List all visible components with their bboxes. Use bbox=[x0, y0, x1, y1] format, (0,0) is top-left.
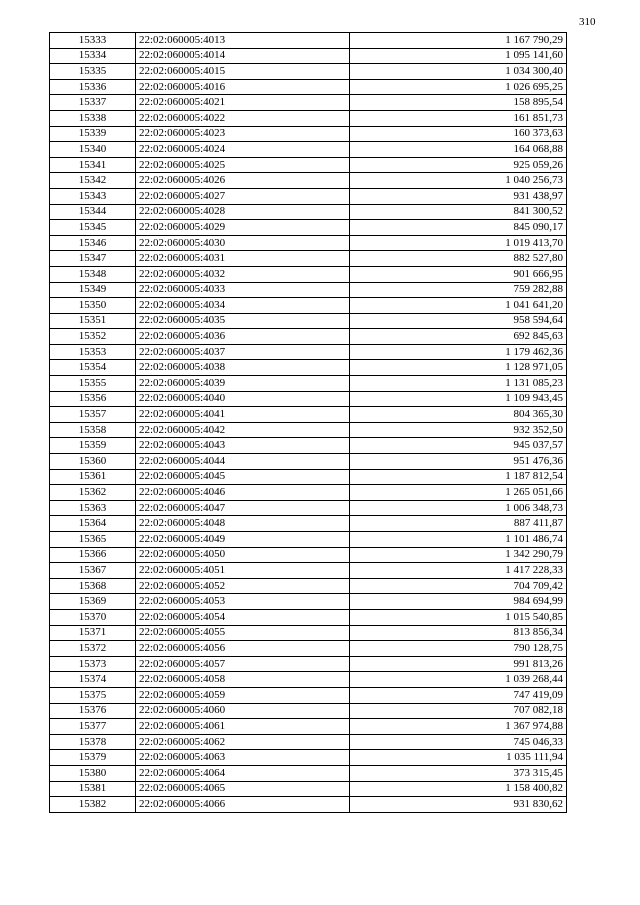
row-number-cell: 15347 bbox=[50, 251, 136, 267]
cadastral-value-cell: 1 367 974,88 bbox=[350, 719, 567, 735]
table-row bbox=[50, 609, 567, 625]
row-number-cell: 15344 bbox=[50, 204, 136, 220]
table-row bbox=[50, 64, 567, 80]
cadastral-value-cell: 1 040 256,73 bbox=[350, 173, 567, 189]
cadastral-value-cell: 1 342 290,79 bbox=[350, 547, 567, 563]
cadastral-number-cell: 22:02:060005:4047 bbox=[136, 500, 350, 516]
table-row bbox=[50, 485, 567, 501]
table-row bbox=[50, 157, 567, 173]
cadastral-value-cell: 373 315,45 bbox=[350, 765, 567, 781]
table-row bbox=[50, 422, 567, 438]
cadastral-value-cell: 984 694,99 bbox=[350, 594, 567, 610]
cadastral-value-cell: 804 365,30 bbox=[350, 407, 567, 423]
table-row bbox=[50, 79, 567, 95]
cadastral-number-cell: 22:02:060005:4048 bbox=[136, 516, 350, 532]
cadastral-number-cell: 22:02:060005:4054 bbox=[136, 609, 350, 625]
cadastral-number-cell: 22:02:060005:4052 bbox=[136, 578, 350, 594]
cadastral-value-cell: 704 709,42 bbox=[350, 578, 567, 594]
cadastral-value-cell: 160 373,63 bbox=[350, 126, 567, 142]
row-number-cell: 15363 bbox=[50, 500, 136, 516]
row-number-cell: 15350 bbox=[50, 298, 136, 314]
cadastral-number-cell: 22:02:060005:4062 bbox=[136, 734, 350, 750]
cadastral-value-cell: 887 411,87 bbox=[350, 516, 567, 532]
row-number-cell: 15358 bbox=[50, 422, 136, 438]
table-row bbox=[50, 563, 567, 579]
row-number-cell: 15377 bbox=[50, 719, 136, 735]
row-number-cell: 15352 bbox=[50, 329, 136, 345]
table-row bbox=[50, 703, 567, 719]
row-number-cell: 15349 bbox=[50, 282, 136, 298]
cadastral-value-cell: 1 179 462,36 bbox=[350, 344, 567, 360]
row-number-cell: 15337 bbox=[50, 95, 136, 111]
table-row bbox=[50, 532, 567, 548]
cadastral-value-cell: 161 851,73 bbox=[350, 110, 567, 126]
cadastral-number-cell: 22:02:060005:4040 bbox=[136, 391, 350, 407]
row-number-cell: 15355 bbox=[50, 376, 136, 392]
cadastral-value-cell: 1 006 348,73 bbox=[350, 500, 567, 516]
table-row bbox=[50, 251, 567, 267]
row-number-cell: 15345 bbox=[50, 220, 136, 236]
table-row bbox=[50, 142, 567, 158]
cadastral-number-cell: 22:02:060005:4057 bbox=[136, 656, 350, 672]
cadastral-number-cell: 22:02:060005:4026 bbox=[136, 173, 350, 189]
row-number-cell: 15378 bbox=[50, 734, 136, 750]
cadastral-value-cell: 901 666,95 bbox=[350, 266, 567, 282]
row-number-cell: 15361 bbox=[50, 469, 136, 485]
table-row bbox=[50, 33, 567, 49]
table-row bbox=[50, 329, 567, 345]
cadastral-number-cell: 22:02:060005:4014 bbox=[136, 48, 350, 64]
cadastral-number-cell: 22:02:060005:4036 bbox=[136, 329, 350, 345]
cadastral-number-cell: 22:02:060005:4053 bbox=[136, 594, 350, 610]
cadastral-value-cell: 1 095 141,60 bbox=[350, 48, 567, 64]
row-number-cell: 15367 bbox=[50, 563, 136, 579]
cadastral-number-cell: 22:02:060005:4034 bbox=[136, 298, 350, 314]
row-number-cell: 15334 bbox=[50, 48, 136, 64]
cadastral-number-cell: 22:02:060005:4043 bbox=[136, 438, 350, 454]
cadastral-value-cell: 931 438,97 bbox=[350, 188, 567, 204]
table-row bbox=[50, 734, 567, 750]
cadastral-number-cell: 22:02:060005:4066 bbox=[136, 797, 350, 813]
table-row bbox=[50, 126, 567, 142]
table-row bbox=[50, 110, 567, 126]
cadastral-value-cell: 991 813,26 bbox=[350, 656, 567, 672]
table-row bbox=[50, 454, 567, 470]
cadastral-value-cell: 745 046,33 bbox=[350, 734, 567, 750]
cadastral-number-cell: 22:02:060005:4065 bbox=[136, 781, 350, 797]
cadastral-number-cell: 22:02:060005:4063 bbox=[136, 750, 350, 766]
table-row bbox=[50, 360, 567, 376]
row-number-cell: 15365 bbox=[50, 532, 136, 548]
cadastral-value-cell: 164 068,88 bbox=[350, 142, 567, 158]
cadastral-value-cell: 790 128,75 bbox=[350, 641, 567, 657]
row-number-cell: 15382 bbox=[50, 797, 136, 813]
cadastral-value-cell: 1 265 051,66 bbox=[350, 485, 567, 501]
cadastral-number-cell: 22:02:060005:4044 bbox=[136, 454, 350, 470]
table-row bbox=[50, 765, 567, 781]
cadastral-value-cell: 1 039 268,44 bbox=[350, 672, 567, 688]
row-number-cell: 15343 bbox=[50, 188, 136, 204]
cadastral-number-cell: 22:02:060005:4025 bbox=[136, 157, 350, 173]
row-number-cell: 15364 bbox=[50, 516, 136, 532]
cadastral-value-table bbox=[49, 32, 567, 813]
table-row bbox=[50, 672, 567, 688]
row-number-cell: 15381 bbox=[50, 781, 136, 797]
cadastral-value-cell: 1 187 812,54 bbox=[350, 469, 567, 485]
row-number-cell: 15362 bbox=[50, 485, 136, 501]
row-number-cell: 15375 bbox=[50, 687, 136, 703]
row-number-cell: 15357 bbox=[50, 407, 136, 423]
table-row bbox=[50, 235, 567, 251]
cadastral-number-cell: 22:02:060005:4058 bbox=[136, 672, 350, 688]
table-row bbox=[50, 220, 567, 236]
cadastral-number-cell: 22:02:060005:4039 bbox=[136, 376, 350, 392]
cadastral-value-cell: 845 090,17 bbox=[350, 220, 567, 236]
cadastral-number-cell: 22:02:060005:4064 bbox=[136, 765, 350, 781]
row-number-cell: 15340 bbox=[50, 142, 136, 158]
table-row bbox=[50, 188, 567, 204]
row-number-cell: 15336 bbox=[50, 79, 136, 95]
cadastral-value-cell: 759 282,88 bbox=[350, 282, 567, 298]
table-body bbox=[50, 33, 567, 813]
cadastral-number-cell: 22:02:060005:4016 bbox=[136, 79, 350, 95]
cadastral-value-cell: 1 109 943,45 bbox=[350, 391, 567, 407]
cadastral-number-cell: 22:02:060005:4045 bbox=[136, 469, 350, 485]
row-number-cell: 15371 bbox=[50, 625, 136, 641]
cadastral-number-cell: 22:02:060005:4028 bbox=[136, 204, 350, 220]
cadastral-number-cell: 22:02:060005:4031 bbox=[136, 251, 350, 267]
table-row bbox=[50, 469, 567, 485]
table-row bbox=[50, 313, 567, 329]
cadastral-value-cell: 945 037,57 bbox=[350, 438, 567, 454]
table-row bbox=[50, 578, 567, 594]
row-number-cell: 15376 bbox=[50, 703, 136, 719]
cadastral-value-cell: 1 101 486,74 bbox=[350, 532, 567, 548]
row-number-cell: 15353 bbox=[50, 344, 136, 360]
cadastral-value-cell: 951 476,36 bbox=[350, 454, 567, 470]
cadastral-value-cell: 707 082,18 bbox=[350, 703, 567, 719]
cadastral-value-cell: 692 845,63 bbox=[350, 329, 567, 345]
cadastral-number-cell: 22:02:060005:4032 bbox=[136, 266, 350, 282]
cadastral-value-cell: 747 419,09 bbox=[350, 687, 567, 703]
cadastral-value-cell: 1 128 971,05 bbox=[350, 360, 567, 376]
table-row bbox=[50, 516, 567, 532]
row-number-cell: 15369 bbox=[50, 594, 136, 610]
cadastral-value-cell: 932 352,50 bbox=[350, 422, 567, 438]
table-row bbox=[50, 750, 567, 766]
cadastral-value-cell: 1 015 540,85 bbox=[350, 609, 567, 625]
table-row bbox=[50, 547, 567, 563]
row-number-cell: 15333 bbox=[50, 33, 136, 49]
cadastral-value-cell: 882 527,80 bbox=[350, 251, 567, 267]
row-number-cell: 15335 bbox=[50, 64, 136, 80]
cadastral-value-cell: 1 035 111,94 bbox=[350, 750, 567, 766]
cadastral-number-cell: 22:02:060005:4027 bbox=[136, 188, 350, 204]
table-row bbox=[50, 344, 567, 360]
cadastral-value-cell: 1 034 300,40 bbox=[350, 64, 567, 80]
row-number-cell: 15356 bbox=[50, 391, 136, 407]
cadastral-number-cell: 22:02:060005:4037 bbox=[136, 344, 350, 360]
cadastral-value-cell: 1 167 790,29 bbox=[350, 33, 567, 49]
cadastral-number-cell: 22:02:060005:4021 bbox=[136, 95, 350, 111]
cadastral-number-cell: 22:02:060005:4038 bbox=[136, 360, 350, 376]
cadastral-number-cell: 22:02:060005:4023 bbox=[136, 126, 350, 142]
table-row bbox=[50, 625, 567, 641]
row-number-cell: 15366 bbox=[50, 547, 136, 563]
row-number-cell: 15354 bbox=[50, 360, 136, 376]
table-row bbox=[50, 204, 567, 220]
row-number-cell: 15346 bbox=[50, 235, 136, 251]
cadastral-value-cell: 1 417 228,33 bbox=[350, 563, 567, 579]
table-row bbox=[50, 781, 567, 797]
cadastral-value-cell: 1 158 400,82 bbox=[350, 781, 567, 797]
cadastral-number-cell: 22:02:060005:4042 bbox=[136, 422, 350, 438]
table-row bbox=[50, 376, 567, 392]
cadastral-value-cell: 813 856,34 bbox=[350, 625, 567, 641]
cadastral-number-cell: 22:02:060005:4056 bbox=[136, 641, 350, 657]
cadastral-number-cell: 22:02:060005:4055 bbox=[136, 625, 350, 641]
cadastral-number-cell: 22:02:060005:4060 bbox=[136, 703, 350, 719]
cadastral-value-cell: 1 019 413,70 bbox=[350, 235, 567, 251]
row-number-cell: 15370 bbox=[50, 609, 136, 625]
table-row bbox=[50, 266, 567, 282]
row-number-cell: 15342 bbox=[50, 173, 136, 189]
cadastral-number-cell: 22:02:060005:4033 bbox=[136, 282, 350, 298]
cadastral-number-cell: 22:02:060005:4035 bbox=[136, 313, 350, 329]
row-number-cell: 15339 bbox=[50, 126, 136, 142]
row-number-cell: 15380 bbox=[50, 765, 136, 781]
cadastral-number-cell: 22:02:060005:4049 bbox=[136, 532, 350, 548]
cadastral-value-cell: 158 895,54 bbox=[350, 95, 567, 111]
table-row bbox=[50, 687, 567, 703]
cadastral-value-cell: 1 026 695,25 bbox=[350, 79, 567, 95]
cadastral-number-cell: 22:02:060005:4059 bbox=[136, 687, 350, 703]
cadastral-number-cell: 22:02:060005:4015 bbox=[136, 64, 350, 80]
table-row bbox=[50, 438, 567, 454]
row-number-cell: 15360 bbox=[50, 454, 136, 470]
table-row bbox=[50, 641, 567, 657]
cadastral-value-cell: 958 594,64 bbox=[350, 313, 567, 329]
cadastral-number-cell: 22:02:060005:4030 bbox=[136, 235, 350, 251]
table-row bbox=[50, 719, 567, 735]
table-row bbox=[50, 797, 567, 813]
cadastral-number-cell: 22:02:060005:4013 bbox=[136, 33, 350, 49]
table-row bbox=[50, 656, 567, 672]
row-number-cell: 15341 bbox=[50, 157, 136, 173]
row-number-cell: 15338 bbox=[50, 110, 136, 126]
cadastral-number-cell: 22:02:060005:4022 bbox=[136, 110, 350, 126]
page-number: 310 bbox=[579, 16, 596, 28]
cadastral-value-cell: 931 830,62 bbox=[350, 797, 567, 813]
cadastral-value-cell: 841 300,52 bbox=[350, 204, 567, 220]
table-row bbox=[50, 407, 567, 423]
table-row bbox=[50, 298, 567, 314]
row-number-cell: 15373 bbox=[50, 656, 136, 672]
row-number-cell: 15372 bbox=[50, 641, 136, 657]
row-number-cell: 15379 bbox=[50, 750, 136, 766]
cadastral-number-cell: 22:02:060005:4050 bbox=[136, 547, 350, 563]
cadastral-number-cell: 22:02:060005:4041 bbox=[136, 407, 350, 423]
cadastral-number-cell: 22:02:060005:4061 bbox=[136, 719, 350, 735]
table-row bbox=[50, 48, 567, 64]
row-number-cell: 15348 bbox=[50, 266, 136, 282]
cadastral-value-cell: 1 041 641,20 bbox=[350, 298, 567, 314]
row-number-cell: 15374 bbox=[50, 672, 136, 688]
cadastral-value-cell: 925 059,26 bbox=[350, 157, 567, 173]
cadastral-number-cell: 22:02:060005:4051 bbox=[136, 563, 350, 579]
cadastral-number-cell: 22:02:060005:4046 bbox=[136, 485, 350, 501]
table-row bbox=[50, 173, 567, 189]
table-row bbox=[50, 282, 567, 298]
table-row bbox=[50, 95, 567, 111]
cadastral-value-cell: 1 131 085,23 bbox=[350, 376, 567, 392]
row-number-cell: 15351 bbox=[50, 313, 136, 329]
row-number-cell: 15359 bbox=[50, 438, 136, 454]
table-row bbox=[50, 391, 567, 407]
cadastral-number-cell: 22:02:060005:4029 bbox=[136, 220, 350, 236]
cadastral-number-cell: 22:02:060005:4024 bbox=[136, 142, 350, 158]
table-row bbox=[50, 500, 567, 516]
table-row bbox=[50, 594, 567, 610]
row-number-cell: 15368 bbox=[50, 578, 136, 594]
